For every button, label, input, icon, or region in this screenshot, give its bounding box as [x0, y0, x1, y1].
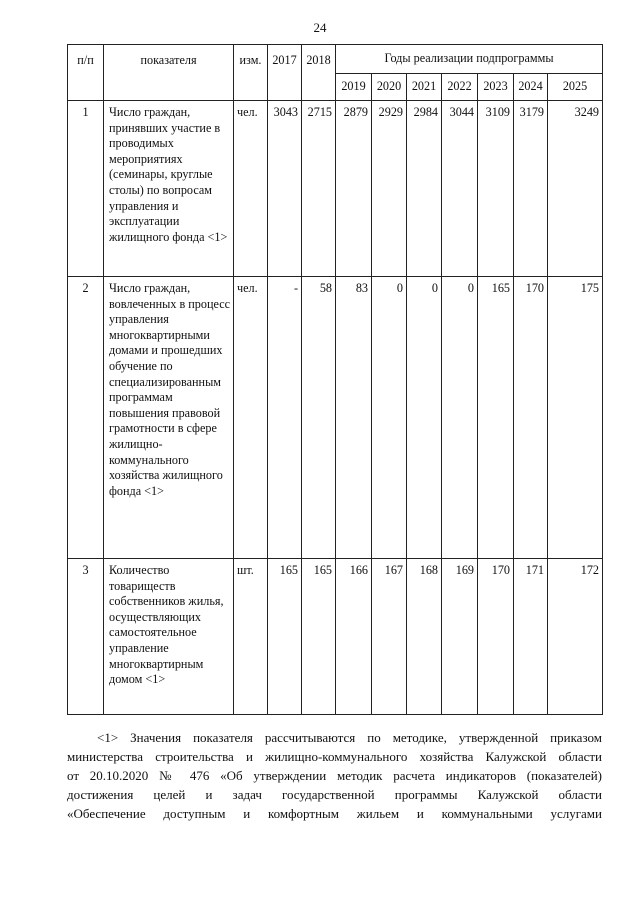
value-2017: -: [268, 277, 302, 559]
value-year: 3109: [478, 101, 514, 277]
value-year: 170: [478, 559, 514, 715]
value-year: 3249: [548, 101, 603, 277]
header-year: 2022: [442, 74, 478, 101]
footnote-line: <1> Значения показателя рассчитываются по методике, утвержденной приказом: [97, 730, 602, 745]
footnote-line: достижения целей и задач государственной программы Калужской области: [67, 787, 602, 802]
value-year: 175: [548, 277, 603, 559]
footnote-line: министерства строительства и жилищно-коммунального хозяйства Калужской области: [67, 749, 602, 764]
unit-cell: чел.: [234, 101, 268, 277]
value-year: 3044: [442, 101, 478, 277]
header-year: 2020: [372, 74, 407, 101]
value-year: 3179: [514, 101, 548, 277]
table-row: [68, 559, 603, 715]
header-2017: 2017: [268, 45, 302, 101]
header-name: показателя: [104, 45, 234, 101]
header-year: 2023: [478, 74, 514, 101]
value-year: 2879: [336, 101, 372, 277]
indicator-name: Число граждан, вовлеченных в процесс управления многоквартирными домами и прошедших обучение по специализированным программам повышения правовой грамотности в сфере жилищно-коммунального хозяйства жилищного фонда <1>: [104, 277, 234, 559]
footnote-line: от 20.10.2020 № 476 «Об утверждении методик расчета индикаторов (показателей): [67, 768, 602, 783]
value-2018: 165: [302, 559, 336, 715]
page-number: 24: [313, 20, 327, 35]
header-2018: 2018: [302, 45, 336, 101]
value-year: 165: [478, 277, 514, 559]
value-year: 0: [372, 277, 407, 559]
value-year: 169: [442, 559, 478, 715]
header-row-1: [68, 45, 603, 74]
unit-cell: шт.: [234, 559, 268, 715]
value-year: 166: [336, 559, 372, 715]
header-unit: изм.: [234, 45, 268, 101]
footnote-line: «Обеспечение доступным и комфортным жильем и коммунальными услугами: [67, 806, 602, 821]
value-year: 0: [407, 277, 442, 559]
table-row: [68, 277, 603, 559]
footnote: [67, 728, 602, 823]
indicator-name: Число граждан, принявших участие в проводимых мероприятиях (семинары, круглые столы) по вопросам управления и эксплуатации жилищного фонда <1>: [104, 101, 234, 277]
value-2018: 2715: [302, 101, 336, 277]
value-2017: 3043: [268, 101, 302, 277]
value-year: 83: [336, 277, 372, 559]
table-row: [68, 101, 603, 277]
header-num: п/п: [68, 45, 104, 101]
header-year: 2019: [336, 74, 372, 101]
indicator-name: Количество товариществ собственников жилья, осуществляющих самостоятельное управление многоквартирным домом <1>: [104, 559, 234, 715]
value-2017: 165: [268, 559, 302, 715]
value-year: 170: [514, 277, 548, 559]
header-year: 2024: [514, 74, 548, 101]
row-number: 1: [68, 101, 104, 277]
header-year: 2021: [407, 74, 442, 101]
value-year: 172: [548, 559, 603, 715]
value-year: 2929: [372, 101, 407, 277]
value-year: 2984: [407, 101, 442, 277]
header-year: 2025: [548, 74, 603, 101]
value-year: 168: [407, 559, 442, 715]
unit-cell: чел.: [234, 277, 268, 559]
header-years-group: Годы реализации подпрограммы: [336, 45, 603, 74]
row-number: 3: [68, 559, 104, 715]
indicators-table: [67, 44, 603, 715]
value-year: 167: [372, 559, 407, 715]
value-year: 171: [514, 559, 548, 715]
row-number: 2: [68, 277, 104, 559]
value-2018: 58: [302, 277, 336, 559]
value-year: 0: [442, 277, 478, 559]
